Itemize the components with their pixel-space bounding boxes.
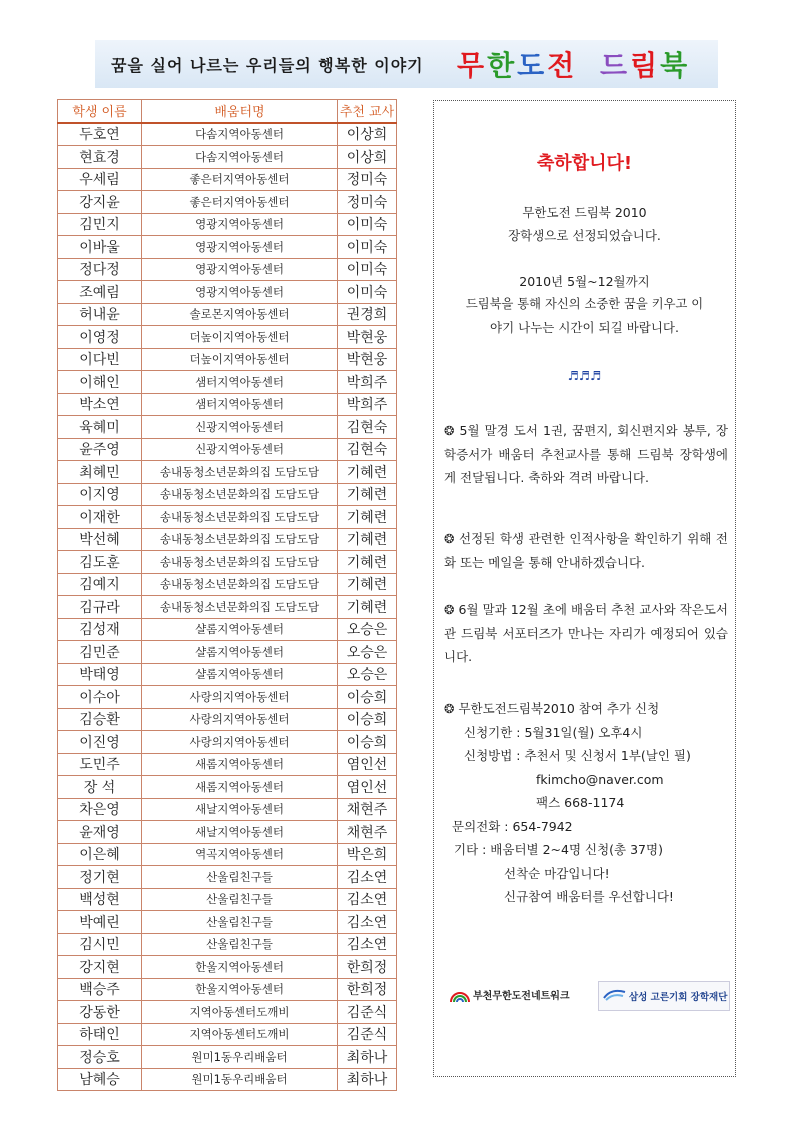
table-row bbox=[58, 641, 397, 664]
rainbow-icon bbox=[450, 989, 470, 1003]
student-name: 두호연 bbox=[58, 123, 142, 146]
sponsor-logos bbox=[450, 981, 730, 1011]
apply-first-come: 선착순 마감입니다! bbox=[504, 865, 610, 881]
table-row bbox=[58, 978, 397, 1001]
student-name: 이영정 bbox=[58, 326, 142, 349]
center-name: 원미1동우리배움터 bbox=[142, 1046, 338, 1069]
notice-paragraph-contact: ❂ 선정된 학생 관련한 인적사항을 확인하기 위해 전화 또는 메일을 통해 안내하겠습니다. bbox=[444, 531, 728, 570]
student-name: 허내윤 bbox=[58, 303, 142, 326]
student-name: 김성재 bbox=[58, 618, 142, 641]
student-name: 박소연 bbox=[58, 393, 142, 416]
center-name: 샬롬지역아동센터 bbox=[142, 618, 338, 641]
brand-char: 북 bbox=[660, 49, 691, 82]
center-name: 산울림친구들 bbox=[142, 866, 338, 889]
table-row bbox=[58, 326, 397, 349]
teacher-name: 권경희 bbox=[338, 303, 397, 326]
teacher-name: 최하나 bbox=[338, 1068, 397, 1091]
center-name: 새날지역아동센터 bbox=[142, 798, 338, 821]
teacher-name: 김현숙 bbox=[338, 438, 397, 461]
selection-message bbox=[434, 201, 735, 247]
student-name: 김민지 bbox=[58, 213, 142, 236]
notice-paragraph-delivery: ❂ 5월 말경 도서 1권, 꿈편지, 회신편지와 봉투, 장학증서가 배움터 추천교사를 통해 드림북 장학생에게 전달됩니다. 축하와 격려 바랍니다. bbox=[444, 423, 728, 485]
center-name: 다솜지역아동센터 bbox=[142, 123, 338, 146]
table-row bbox=[58, 663, 397, 686]
center-name: 송내동청소년문화의집 도담도담 bbox=[142, 506, 338, 529]
teacher-name: 기혜련 bbox=[338, 596, 397, 619]
center-name: 영광지역아동센터 bbox=[142, 236, 338, 259]
brand-char: 한 bbox=[487, 49, 518, 82]
center-name: 신광지역아동센터 bbox=[142, 416, 338, 439]
network-logo-text: 부천무한도전네트워크 bbox=[473, 991, 570, 1002]
center-name: 산울림친구들 bbox=[142, 888, 338, 911]
apply-deadline: 신청기한 : 5월31일(월) 오후4시 bbox=[464, 724, 643, 740]
student-name: 강지현 bbox=[58, 956, 142, 979]
teacher-name: 이미숙 bbox=[338, 281, 397, 304]
student-name: 강동한 bbox=[58, 1001, 142, 1024]
student-name: 윤재영 bbox=[58, 821, 142, 844]
student-roster-table bbox=[57, 99, 397, 1091]
student-name: 이진영 bbox=[58, 731, 142, 754]
center-name: 한울지역아동센터 bbox=[142, 978, 338, 1001]
table-row bbox=[58, 371, 397, 394]
center-name: 송내동청소년문화의집 도담도담 bbox=[142, 528, 338, 551]
student-name: 이다빈 bbox=[58, 348, 142, 371]
table-row bbox=[58, 798, 397, 821]
student-name: 남혜승 bbox=[58, 1068, 142, 1091]
table-row bbox=[58, 821, 397, 844]
center-name: 산울림친구들 bbox=[142, 933, 338, 956]
table-row bbox=[58, 236, 397, 259]
header-center-name: 배움터명 bbox=[142, 100, 338, 123]
student-name: 도민주 bbox=[58, 753, 142, 776]
center-name: 솔로몬지역아동센터 bbox=[142, 303, 338, 326]
center-name: 송내동청소년문화의집 도담도담 bbox=[142, 573, 338, 596]
banner-tagline: 꿈을 실어 나르는 우리들의 행복한 이야기 bbox=[111, 56, 424, 75]
table-row bbox=[58, 1046, 397, 1069]
teacher-name: 최하나 bbox=[338, 1046, 397, 1069]
brand-char: 드 bbox=[600, 49, 631, 82]
teacher-name: 채현주 bbox=[338, 798, 397, 821]
student-name: 김민준 bbox=[58, 641, 142, 664]
teacher-name: 기혜련 bbox=[338, 506, 397, 529]
period-line: 드림북을 통해 자신의 소중한 꿈을 키우고 이 bbox=[465, 297, 704, 311]
teacher-name: 박현웅 bbox=[338, 326, 397, 349]
teacher-name: 오승은 bbox=[338, 641, 397, 664]
student-name: 강지윤 bbox=[58, 191, 142, 214]
student-name: 최혜민 bbox=[58, 461, 142, 484]
table-row bbox=[58, 303, 397, 326]
student-name: 육혜미 bbox=[58, 416, 142, 439]
teacher-name: 김소연 bbox=[338, 866, 397, 889]
table-row bbox=[58, 596, 397, 619]
teacher-name: 염인선 bbox=[338, 776, 397, 799]
table-row bbox=[58, 348, 397, 371]
teacher-name: 박희주 bbox=[338, 371, 397, 394]
brand-char: 무 bbox=[457, 49, 488, 82]
header-student-name: 학생 이름 bbox=[58, 100, 142, 123]
teacher-name: 기혜련 bbox=[338, 551, 397, 574]
table-row bbox=[58, 1023, 397, 1046]
student-name: 차은영 bbox=[58, 798, 142, 821]
header-teacher: 추천 교사 bbox=[338, 100, 397, 123]
apply-email-link[interactable]: fkimcho@naver.com bbox=[536, 771, 664, 787]
table-row bbox=[58, 281, 397, 304]
apply-priority: 신규참여 배움터를 우선합니다! bbox=[504, 889, 674, 904]
center-name: 송내동청소년문화의집 도담도담 bbox=[142, 551, 338, 574]
period-line: 야기 나누는 시간이 되길 바랍니다. bbox=[490, 320, 679, 335]
center-name: 좋은터지역아동센터 bbox=[142, 168, 338, 191]
table-header-row bbox=[58, 100, 397, 123]
table-row bbox=[58, 888, 397, 911]
brand-title bbox=[457, 44, 577, 84]
teacher-name: 이승희 bbox=[338, 708, 397, 731]
table-row bbox=[58, 1068, 397, 1091]
teacher-name: 이미숙 bbox=[338, 258, 397, 281]
teacher-name: 이상희 bbox=[338, 123, 397, 146]
center-name: 영광지역아동센터 bbox=[142, 213, 338, 236]
music-notes-icon: ♬♬♬ bbox=[567, 368, 602, 383]
center-name: 샘터지역아동센터 bbox=[142, 371, 338, 394]
brand-char: 도 bbox=[517, 49, 548, 82]
table-row bbox=[58, 866, 397, 889]
table-row bbox=[58, 146, 397, 169]
period-line: 2010년 5월~12월까지 bbox=[519, 274, 650, 289]
student-name: 이바울 bbox=[58, 236, 142, 259]
teacher-name: 한희정 bbox=[338, 978, 397, 1001]
table-row bbox=[58, 708, 397, 731]
teacher-name: 이미숙 bbox=[338, 236, 397, 259]
student-name: 김승환 bbox=[58, 708, 142, 731]
congrats-heading: 축하합니다! bbox=[536, 153, 633, 174]
student-name: 백성현 bbox=[58, 888, 142, 911]
center-name: 사랑의지역아동센터 bbox=[142, 686, 338, 709]
teacher-name: 이미숙 bbox=[338, 213, 397, 236]
center-name: 송내동청소년문화의집 도담도담 bbox=[142, 596, 338, 619]
student-name: 이수아 bbox=[58, 686, 142, 709]
foundation-logo bbox=[598, 981, 730, 1011]
student-name: 장 석 bbox=[58, 776, 142, 799]
student-name: 조예림 bbox=[58, 281, 142, 304]
center-name: 사랑의지역아동센터 bbox=[142, 731, 338, 754]
teacher-name: 박희주 bbox=[338, 393, 397, 416]
table-row bbox=[58, 731, 397, 754]
center-name: 더높이지역아동센터 bbox=[142, 326, 338, 349]
title-banner bbox=[95, 40, 718, 88]
center-name: 새날지역아동센터 bbox=[142, 821, 338, 844]
table-row bbox=[58, 753, 397, 776]
table-row bbox=[58, 686, 397, 709]
teacher-name: 김소연 bbox=[338, 933, 397, 956]
teacher-name: 정미숙 bbox=[338, 191, 397, 214]
table-row bbox=[58, 393, 397, 416]
table-row bbox=[58, 911, 397, 934]
notice-panel bbox=[433, 100, 736, 1077]
table-row bbox=[58, 438, 397, 461]
student-name: 정승호 bbox=[58, 1046, 142, 1069]
table-row bbox=[58, 933, 397, 956]
additional-application-section bbox=[444, 697, 734, 909]
apply-title: ❂ 무한도전드림북2010 참여 추가 신청 bbox=[444, 701, 660, 716]
student-name: 이해인 bbox=[58, 371, 142, 394]
teacher-name: 채현주 bbox=[338, 821, 397, 844]
teacher-name: 이승희 bbox=[338, 686, 397, 709]
center-name: 역곡지역아동센터 bbox=[142, 843, 338, 866]
center-name: 좋은터지역아동센터 bbox=[142, 191, 338, 214]
table-row bbox=[58, 776, 397, 799]
student-name: 박태영 bbox=[58, 663, 142, 686]
table-row bbox=[58, 258, 397, 281]
teacher-name: 한희정 bbox=[338, 956, 397, 979]
table-row bbox=[58, 843, 397, 866]
table-row bbox=[58, 528, 397, 551]
teacher-name: 박은희 bbox=[338, 843, 397, 866]
teacher-name: 김준식 bbox=[338, 1001, 397, 1024]
table-row bbox=[58, 123, 397, 146]
apply-fax: 팩스 668-1174 bbox=[536, 795, 625, 810]
center-name: 한울지역아동센터 bbox=[142, 956, 338, 979]
apply-etc: 기타 : 배움터별 2~4명 신청(총 37명) bbox=[454, 842, 663, 857]
period-message bbox=[434, 270, 735, 339]
notice-paragraph-meeting: ❂ 6월 말과 12월 초에 배움터 추천 교사와 작은도서관 드림북 서포터즈가 만나는 자리가 예정되어 있습니다. bbox=[444, 602, 728, 664]
teacher-name: 정미숙 bbox=[338, 168, 397, 191]
teacher-name: 오승은 bbox=[338, 618, 397, 641]
selection-line: 무한도전 드림북 2010 bbox=[522, 205, 647, 220]
center-name: 지역아동센터도깨비 bbox=[142, 1023, 338, 1046]
student-name: 박선혜 bbox=[58, 528, 142, 551]
center-name: 영광지역아동센터 bbox=[142, 281, 338, 304]
center-name: 샬롬지역아동센터 bbox=[142, 641, 338, 664]
student-name: 현효경 bbox=[58, 146, 142, 169]
table-row bbox=[58, 956, 397, 979]
student-name: 정다정 bbox=[58, 258, 142, 281]
swoosh-icon bbox=[603, 988, 627, 1002]
student-name: 백승주 bbox=[58, 978, 142, 1001]
center-name: 산울림친구들 bbox=[142, 911, 338, 934]
student-name: 하태인 bbox=[58, 1023, 142, 1046]
teacher-name: 염인선 bbox=[338, 753, 397, 776]
teacher-name: 기혜련 bbox=[338, 528, 397, 551]
student-name: 김도훈 bbox=[58, 551, 142, 574]
teacher-name: 김현숙 bbox=[338, 416, 397, 439]
center-name: 더높이지역아동센터 bbox=[142, 348, 338, 371]
table-row bbox=[58, 213, 397, 236]
student-name: 김예지 bbox=[58, 573, 142, 596]
table-row bbox=[58, 191, 397, 214]
table-row bbox=[58, 1001, 397, 1024]
center-name: 신광지역아동센터 bbox=[142, 438, 338, 461]
teacher-name: 오승은 bbox=[338, 663, 397, 686]
teacher-name: 김소연 bbox=[338, 911, 397, 934]
table-row bbox=[58, 168, 397, 191]
student-name: 박예린 bbox=[58, 911, 142, 934]
teacher-name: 이상희 bbox=[338, 146, 397, 169]
student-name: 김규라 bbox=[58, 596, 142, 619]
table-row bbox=[58, 461, 397, 484]
teacher-name: 기혜련 bbox=[338, 461, 397, 484]
teacher-name: 기혜련 bbox=[338, 483, 397, 506]
student-name: 이은혜 bbox=[58, 843, 142, 866]
table-row bbox=[58, 416, 397, 439]
apply-phone: 문의전화 : 654-7942 bbox=[452, 818, 573, 834]
teacher-name: 김준식 bbox=[338, 1023, 397, 1046]
center-name: 송내동청소년문화의집 도담도담 bbox=[142, 483, 338, 506]
center-name: 새롬지역아동센터 bbox=[142, 776, 338, 799]
center-name: 새롬지역아동센터 bbox=[142, 753, 338, 776]
brand-subtitle bbox=[600, 44, 690, 84]
table-row bbox=[58, 573, 397, 596]
student-name: 이지영 bbox=[58, 483, 142, 506]
network-logo bbox=[450, 987, 570, 1003]
center-name: 지역아동센터도깨비 bbox=[142, 1001, 338, 1024]
center-name: 샘터지역아동센터 bbox=[142, 393, 338, 416]
apply-method: 신청방법 : 추천서 및 신청서 1부(날인 필) bbox=[464, 748, 691, 763]
teacher-name: 이승희 bbox=[338, 731, 397, 754]
student-name: 이재한 bbox=[58, 506, 142, 529]
selection-line: 장학생으로 선정되었습니다. bbox=[508, 228, 661, 243]
table-row bbox=[58, 551, 397, 574]
brand-char: 림 bbox=[630, 49, 661, 82]
center-name: 원미1동우리배움터 bbox=[142, 1068, 338, 1091]
teacher-name: 기혜련 bbox=[338, 573, 397, 596]
student-name: 우세림 bbox=[58, 168, 142, 191]
center-name: 다솜지역아동센터 bbox=[142, 146, 338, 169]
brand-char: 전 bbox=[547, 49, 578, 82]
center-name: 영광지역아동센터 bbox=[142, 258, 338, 281]
table-row bbox=[58, 483, 397, 506]
teacher-name: 김소연 bbox=[338, 888, 397, 911]
center-name: 송내동청소년문화의집 도담도담 bbox=[142, 461, 338, 484]
center-name: 사랑의지역아동센터 bbox=[142, 708, 338, 731]
teacher-name: 박현웅 bbox=[338, 348, 397, 371]
table-row bbox=[58, 506, 397, 529]
student-name: 정기현 bbox=[58, 866, 142, 889]
student-name: 김시민 bbox=[58, 933, 142, 956]
center-name: 샬롬지역아동센터 bbox=[142, 663, 338, 686]
table-row bbox=[58, 618, 397, 641]
foundation-logo-text: 삼성 고른기회 장학재단 bbox=[629, 992, 728, 1003]
student-name: 윤주영 bbox=[58, 438, 142, 461]
